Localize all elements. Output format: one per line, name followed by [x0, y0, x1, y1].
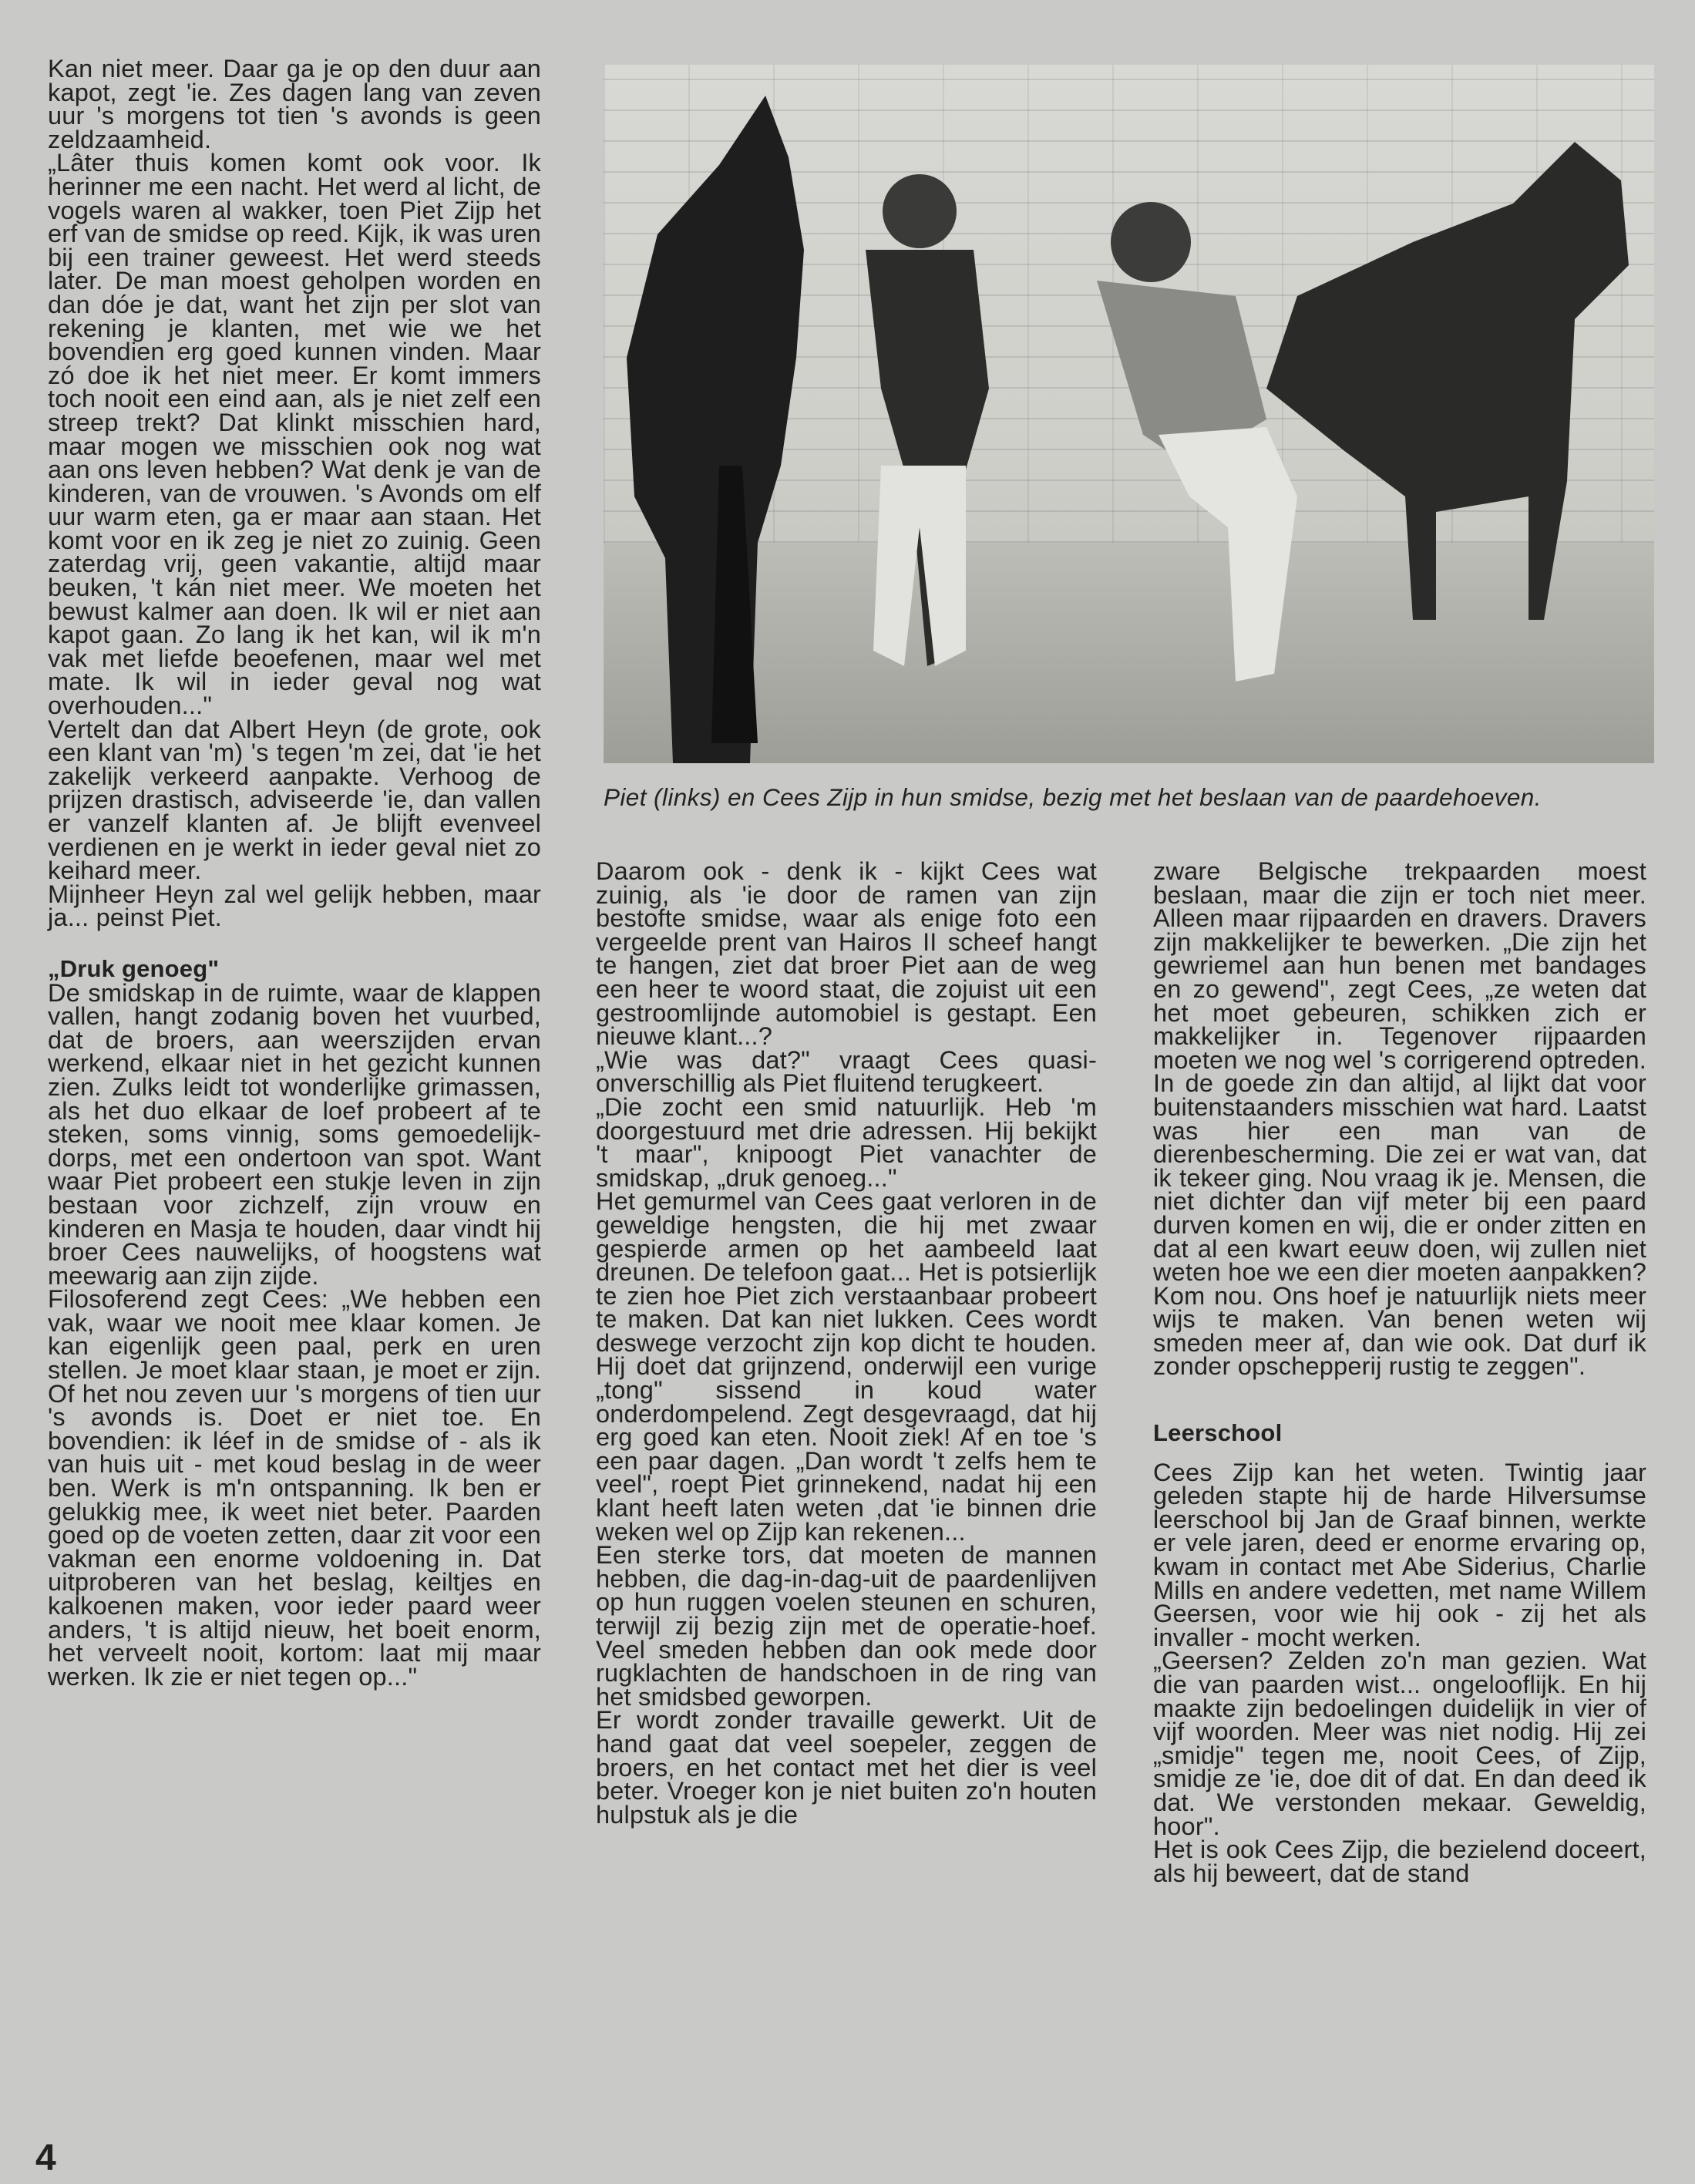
man-right-head [1111, 202, 1191, 282]
paragraph: Vertelt dan dat Albert Heyn (de grote, ook een klant van 'm) 's tegen 'm zei, dat 'ie het zakelijk verkeerd aanpakte. Verhoog de prijzen drastisch, adviseerde 'ie, dan vallen er vanzelf klanten af. Je blijft evenveel verdienen en je werkt in ieder geval niet zo keihard meer. [48, 715, 541, 885]
paragraph: Filosoferend zegt Cees: „We hebben een vak, waar we nooit mee klaar komen. Je kan eigenlijk geen paal, perk en uren stellen. Je moet klaar staan, je moet er zijn. Of het nou zeven uur 's morgens of tien uur 's avonds is. Doet er niet toe. En bovendien: ik léef in de smidse of - als ik van huis uit - met koud beslag in de weer ben. Werk is m'n ontspanning. Ik ben er gelukkig mee, ik weet niet beter. Paarden goed op de voeten zetten, daar zit voor een vakman een enorme voldoening in. Dat uitproberen van het beslag, keiltjes en kalkoenen maken, voor ieder paard weer anders, 't is altijd nieuw, het boeit enorm, het verveelt nooit, kortom: laat mij maar werken. Ik zie er niet tegen op..." [48, 1285, 541, 1691]
column-left [48, 55, 541, 1691]
paragraph: Kan niet meer. Daar ga je op den duur aan kapot, zegt 'ie. Zes dagen lang van zeven uur 's morgens tot tien 's avonds is geen zeldzaamheid. [48, 55, 541, 153]
paragraph: „Wie was dat?" vraagt Cees quasi-onverschillig als Piet fluitend terugkeert. [596, 1045, 1097, 1098]
man-left-head [883, 174, 957, 248]
photo-smiths-with-horses [604, 65, 1654, 763]
paragraph: Mijnheer Heyn zal wel gelijk hebben, maar ja... peinst Piet. [48, 880, 541, 932]
paragraph: Het gemurmel van Cees gaat verloren in de geweldige hengsten, die hij met zwaar gespierde armen op het aambeeld laat dreunen. De telefoon gaat... Het is potsierlijk te zien hoe Piet zich verstaanbaar probeert te maken. Dat kan niet lukken. Cees wordt deswege verzocht zijn kop dicht te houden. Hij doet dat grijnzend, onderwijl een vurige „tong" sissend in koud water onderdompelend. Zegt desgevraagd, dat hij erg goed kan eten. Nooit ziek! Af en toe 's een paar dagen. „Dan wordt 't zelfs hem te veel", roept Piet grinnekend, nadat hij een klant heeft laten weten ,dat 'ie binnen drie weken wel op Zijp kan rekenen... [596, 1187, 1097, 1546]
photo-caption: Piet (links) en Cees Zijp in hun smidse, bezig met het beslaan van de paardehoeven. [604, 783, 1542, 811]
paragraph: Een sterke tors, dat moeten de mannen hebben, die dag-in-dag-uit de paardenlijven op hun ruggen voelen steunen en schuren, terwijl zij bezig zijn met de operatie-hoef. Veel smeden hebben dan ook mede door rugklachten de handschoen in de ring van het smidsbed geworpen. [596, 1541, 1097, 1711]
paragraph: Het is ook Cees Zijp, die bezielend doceert, als hij beweert, dat de stand [1153, 1836, 1646, 1887]
section-heading: „Druk genoeg" [48, 954, 220, 982]
column-middle [596, 857, 1097, 1829]
paragraph: Daarom ook - denk ik - kijkt Cees wat zuinig, als 'ie door de ramen van zijn bestofte smidse, waar als enige foto een vergeelde prent van Hairos II scheef hangt te hangen, ziet dat broer Piet aan de weg een heer te woord staat, die zojuist uit een gestroomlijnde automobiel is gestapt. Een nieuwe klant...? [596, 857, 1097, 1051]
paragraph: „Lâter thuis komen komt ook voor. Ik herinner me een nacht. Het werd al licht, de vogels waren al wakker, toen Piet Zijp het erf van de smidse op reed. Kijk, ik was uren bij een trainer geweest. Het werd steeds later. De man moest geholpen worden en dan dóe je dat, want het zijn per slot van rekening je klanten, met wie we het bovendien erg goed kunnen vinden. Maar zó doe ik het niet meer. Er komt immers toch nooit een eind aan, als je niet zelf een streep trekt? Dat klinkt misschien hard, maar mogen we misschien ook nog wat aan ons leven hebben? Wat denk je van de kinderen, van de vrouwen. 's Avonds om elf uur warm eten, ga er maar aan staan. Het komt voor en ik zeg je niet zo zuinig. Geen zaterdag vrij, geen vakantie, altijd maar beuken, 't kán niet meer. We moeten het bewust kalmer aan doen. Ik wil er niet aan kapot gaan. Zo lang ik het kan, wil ik m'n vak met liefde beoefenen, maar wel met mate. Ik wil in ieder geval nog wat overhouden..." [48, 149, 541, 720]
paragraph: „Geersen? Zelden zo'n man gezien. Wat die van paarden wist... ongelooflijk. En hij maakte zijn bedoelingen duidelijk in vier of vijf woorden. Meer was niet nodig. Hij zei „smidje" tegen me, nooit Cees, of Zijp, smidje ze 'ie, doe dit of dat. En dan deed ik dat. We verstonden mekaar. Geweldig, hoor". [1153, 1647, 1646, 1840]
section-heading: Leerschool [1153, 1419, 1283, 1447]
paragraph: De smidskap in de ruimte, waar de klappen vallen, hangt zodanig boven het vuurbed, dat de broers, aan weerszijden ervan werkend, elkaar niet in het gezicht kunnen zien. Zulks leidt tot wonderlijke grimassen, als het duo elkaar de loef probeert af te steken, soms vinnig, soms gemoedelijk-dorps, met een ondertoon van spot. Want waar Piet probeert een stukje leven in zijn bestaan voor zichzelf, zijn vrouw en kinderen en Masja te houden, daar vindt hij broer Cees nauwelijks, of hoogstens wat meewarig aan zijn zijde. [48, 978, 541, 1290]
column-right [1153, 857, 1646, 1887]
horse-right [1266, 142, 1629, 620]
man-right-legs [1159, 427, 1297, 681]
paragraph: Cees Zijp kan het weten. Twintig jaar geleden stapte hij de harde Hilversumse leerschool bij Jan de Graaf binnen, werkte er vele jaren, deed er enorme ervaring op, kwam in contact met Abe Siderius, Charlie Mills en andere vedetten, met name Willem Geersen, voor wie hij ook - zij het als invaller - mocht werken. [1153, 1458, 1646, 1651]
paragraph: zware Belgische trekpaarden moest beslaan, maar die zijn er toch niet meer. Alleen maar rijpaarden en dravers. Dravers zijn makkelijker te bewerken. „Die zijn het gewriemel aan hun benen met bandages en zo gewend", zegt Cees, „ze weten dat het moet gebeuren, schikken zich er makkelijker in. Tegenover rijpaarden moeten we nog wel 's corrigerend optreden. In de goede zin dan altijd, al lijkt dat voor buitenstaanders misschien wat hard. Laatst was hier een man van de dierenbescherming. Die zei er wat van, dat ik tekeer ging. Nou vraag ik je. Mensen, die niet dichter dan vijf meter bij een paard durven komen en wij, die er onder zitten en dat al een kwart eeuw doen, wij zullen niet weten hoe we een dier moeten aanpakken? Kom nou. Ons hoef je natuurlijk niets meer wijs te maken. Van benen weten wij smeden meer af, dan wie ook. Dat durf ik zonder opschepperij rustig te zeggen". [1153, 857, 1646, 1381]
photo-figures [604, 65, 1654, 763]
paragraph: Er wordt zonder travaille gewerkt. Uit de hand gaat dat veel soepeler, zeggen de broers, en het contact met het dier is veel beter. Vroeger kon je niet buiten zo'n houten hulpstuk als je die [596, 1706, 1097, 1829]
paragraph: „Die zocht een smid natuurlijk. Heb 'm doorgestuurd met drie adressen. Hij bekijkt 't maar", knipoogt Piet vanachter de smidskap, „druk genoeg..." [596, 1092, 1097, 1192]
page-number: 4 [35, 2138, 56, 2179]
